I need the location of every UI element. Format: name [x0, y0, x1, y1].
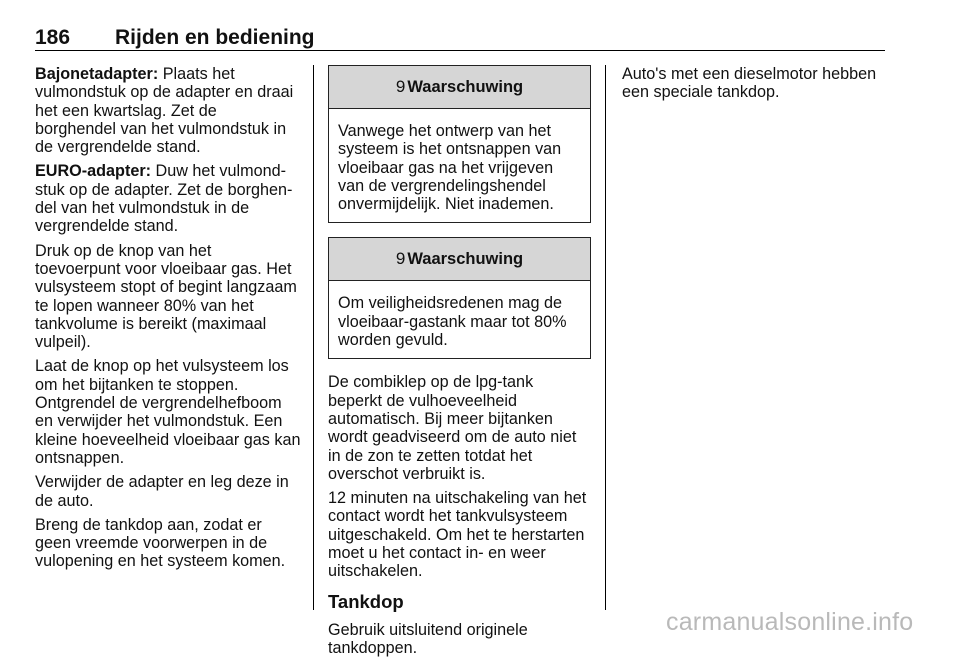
warning-body-2: [329, 281, 590, 358]
paragraph-release-button: Laat de knop op het vulsysteem los om het bijtanken te stoppen. Ontgrendel de vergrendelhefboom en verwijder het vulmondstuk. Een kleine hoeveelheid vloeibaar gas kan ontsnappen.: [35, 357, 301, 467]
warning-box-2: [328, 237, 591, 359]
label-bajonet-adapter: Bajonetadapter:: [35, 65, 159, 83]
page-number: 186: [35, 26, 71, 49]
column-1: [35, 65, 301, 577]
paragraph-bajonet-adapter: [35, 65, 301, 156]
warning-body-1: [329, 109, 590, 222]
warning-text-1: Vanwege het ontwerp van het systeem is het ontsnappen van vloeibaar gas na het vrijgeven van de vergrendelingshendel onvermijdelijk. Niet inademen.: [338, 122, 562, 214]
paragraph-system-shutdown: 12 minuten na uitschakeling van het contact wordt het tankvulsysteem uitgeschakeld. Om het te herstarten moet u het contact in- en weer uitschakelen.: [328, 489, 587, 581]
warning-text-2: Om veiligheidsredenen mag de vloeibaar-gastank maar tot 80% worden gevuld.: [338, 294, 567, 350]
warning-header-1: [329, 66, 590, 109]
column-divider-1: [313, 65, 314, 610]
warning-triangle-icon: 9: [395, 249, 406, 269]
warning-title-2: Waarschuwing: [407, 250, 524, 269]
warning-title-1: Waarschuwing: [407, 77, 524, 96]
column-2: [328, 65, 591, 663]
paragraph-euro-adapter: [35, 162, 301, 235]
warning-triangle-icon: 9: [395, 76, 406, 96]
paragraph-diesel-cap: Auto's met een dieselmotor hebben een speciale tankdop.: [622, 65, 877, 102]
column-divider-2: [605, 65, 606, 610]
section-title-tankdop: Tankdop: [328, 590, 404, 612]
watermark: carmanualsonline.info: [666, 608, 914, 636]
chapter-title: Rijden en bediening: [115, 26, 315, 49]
paragraph-remove-adapter: Verwijder de adapter en leg deze in de auto.: [35, 473, 289, 510]
page-header: [35, 26, 885, 50]
paragraph-fit-cap: Breng de tankdop aan, zodat er geen vreemde voorwerpen in de vulopening en het systeem komen.: [35, 515, 286, 571]
warning-box-1: [328, 65, 591, 223]
paragraph-press-button: Druk op de knop van het toevoerpunt voor vloeibaar gas. Het vulsysteem stopt of begint langzaam te lopen wanneer 80% van het tankvolume is bereikt (maximaal vulpeil).: [35, 241, 297, 352]
text-euro-adapter: Duw het vulmondstuk op de adapter. Zet de borghendel van het vulmondstuk in de vergrendelde stand.: [35, 162, 293, 236]
text-bajonet-adapter: Plaats het vulmondstuk op de adapter en draai het een kwartslag. Zet de borghendel van het vulmondstuk in de vergrendelde stand.: [35, 65, 294, 157]
warning-header-2: [329, 238, 590, 281]
paragraph-original-caps: Gebruik uitsluitend originele tankdoppen.: [328, 620, 528, 657]
header-rule: [35, 50, 885, 51]
paragraph-combi-valve: De combiklep op de lpg-tank beperkt de vulhoeveelheid automatisch. Bij meer bijtanken wordt geadviseerd om de auto niet in de zon te zetten totdat het overschot verbruikt is.: [328, 373, 577, 483]
column-3: [622, 65, 884, 108]
label-euro-adapter: EURO-adapter:: [35, 162, 152, 181]
